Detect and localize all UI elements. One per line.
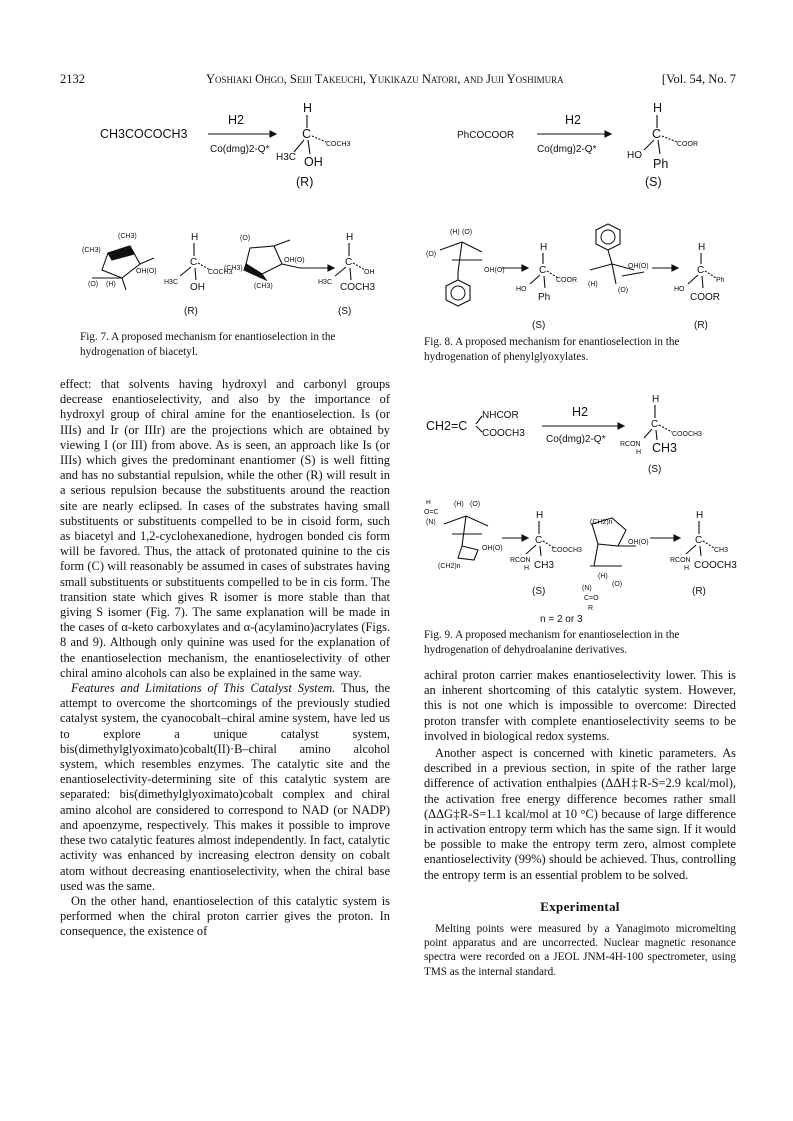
bond [644,140,654,150]
reagent-above: H2 [565,113,581,127]
n-note: n = 2 or 3 [540,614,583,625]
ts-label: OH(O) [136,268,157,275]
fig8-transition-state-1 [426,229,528,306]
ts-label: (O) [618,287,629,294]
svg-text:C: C [345,257,353,268]
product-right: COCH3 [208,269,233,276]
product-top: H [191,232,199,243]
config-label: (S) [532,320,546,331]
ts-label: (CH3) [82,247,101,254]
ts-label: OH(O) [628,539,649,546]
fig7-product-2 [318,232,375,317]
fig8-transition-state-2 [588,224,678,294]
product-right: COCH3 [326,141,351,148]
product-right: OH [364,269,375,276]
svg-text:C: C [652,127,662,141]
product-left-h: H [636,449,642,456]
ts-label: (CH3) [118,233,137,240]
bond [308,140,310,154]
product-right: COOR [677,141,698,148]
fig9-product-2 [670,510,737,597]
fig9-caption: Fig. 9. A proposed mechanism for enantioselection in the hydrogenation of dehydroalanine derivatives. [424,629,680,656]
substrate-top: NHCOR [482,410,519,421]
ts-label: (H) [450,229,460,236]
phenyl-ring [596,224,620,250]
paragraph: Melting points were measured by a Yanagimoto micromelting point apparatus and are uncorrected. Nuclear magnetic resonance spectra were recorded on a JEOL JNM-4H-100 spectrometer, using TMS as the internal standard. [424,923,736,978]
bond [658,140,660,154]
product-left: H3C [276,152,297,163]
product-bottom: Ph [653,157,669,171]
ts-label: R [426,500,432,506]
substrate-label: PhCOCOOR [457,130,515,141]
product-left: HO [516,286,527,293]
product-left: RCON [620,441,641,448]
product-bottom: CH3 [652,441,678,455]
product-top: H [698,242,706,253]
fig9-product-1 [510,510,582,597]
product-left: H3C [164,279,179,286]
config-label: (R) [694,320,708,331]
paragraph: Features and Limitations of This Catalyst System. Thus, the attempt to overcome the shortcomings of the previously studied catalyst system, the cyanocobalt–chiral amine system, have led us to explore a unique catalyst system, bis(dimethylglyoximato)cobalt(II)·B–chiral amino alcohol system, which resembles enzymes. The catalytic site and the enantioselectivity-determining site of this catalytic system are separated: bis(dimethylglyoximato)cobalt complex and chiral amino alcohol are considered to correspond to NAD (or NADP) and apoenzyme, respectively. This makes it possible to improve these two catalytic features almost independently. In fact, catalytic activity was enhanced by increasing electron density on cobalt atom without decreasing enantioselectivity, when the chiral base used was the same. [60,681,391,893]
ts-label: OH(O) [482,545,503,552]
substrate-bottom: COOCH3 [482,428,525,439]
svg-text:C: C [302,127,312,141]
hashed-bond [312,136,326,142]
ts-label: (CH2)n [590,519,613,526]
paragraph: achiral proton carrier makes enantioselectivity lower. This is an inherent shortcoming of this catalytic system. However, this is not one which is impossible to overcome: Directed proton transfer with complete enantioselectivity seems to be involved in biological redox systems. [424,668,736,743]
fig9-transition-state-2 [582,518,680,612]
ts-label: (O) [88,281,99,288]
author-list: Yoshiaki Ohgo, Seiji Takeuchi, Yukikazu Natori, and Juji Yoshimura [206,72,564,86]
right-column [424,668,736,979]
product-right: Ph [716,277,725,284]
config-label: (S) [532,586,546,597]
ts-label: (CH3) [224,265,243,272]
ts-label: (O) [426,251,437,258]
product-bottom: CH3 [534,560,555,571]
running-head [60,72,736,92]
product-bottom: Ph [538,292,551,303]
fig7-scheme [78,228,398,323]
ts-label: (H) [588,281,598,288]
ts-label: (CH2)n [438,563,461,570]
ts-label: OH(O) [628,263,649,270]
svg-text:C: C [697,265,705,276]
config-label: (R) [296,175,314,189]
scheme-biacetyl [90,98,380,193]
product-bottom: COCH3 [340,282,376,293]
product-top: H [696,510,704,521]
paragraph: effect: that solvents having hydroxyl and carbonyl groups decrease enantioselectivity, and also by the importance of hydroxyl group of chiral amine for the enantioselection. Is (or IIIs) and Ir (or IIIr) are the projections which are obtained by viewing I (or III) from above. As is seen, an approach like Is (or IIIs) which gives the predominant enantiomer (S) is well fitting and has no substantial repulsion, while the other (R) will result in a serious repulsion because the substituents around the reaction site are nearly eclipsed. In cases of the substrates having small substituents or substituents compelled to be in cisoid form, such as biacetyl and 1,2-cyclohexanedione, hydrogen bonded cis form will be favored. Thus, the attack of protonated quinine to the cis form (C) will reasonably be assumed in cases of substrates having small substituents or substituents compelled to be in cis form. The transition state which gives R isomer is more stable than that giving S isomer (Fig. 7). The same explanation will be made in the cases of α-keto carboxylates and α-(acylamino)acrylates (Figs. 8 and 9). Although only quinine was used for the explanation of the enantioselection mechanism, the enantioselectivity of other chiral amino alcohols can also be explained in the same way. [60,377,390,680]
svg-text:C: C [535,535,543,546]
ts-label: (O) [462,229,473,236]
ts-label: (O) [470,501,481,508]
product-left: HO [627,150,642,161]
scheme-phenylglyoxylate [455,98,745,193]
reagent-below: Co(dmg)2-Q* [210,144,270,155]
product-right: COOCH3 [672,431,702,438]
reagent-below: Co(dmg)2-Q* [546,434,606,445]
arrow-head [605,131,611,137]
fig9-reaction [422,388,742,478]
product-top: H [536,510,544,521]
ts-label: (CH3) [254,283,273,290]
volume-label: [Vol. 54, No. 7 [661,72,736,86]
paragraph: Another aspect is concerned with kinetic parameters. As described in a previous section, in spite of the rather large difference of activation enthalpies (ΔΔH‡R-S=2.9 kcal/mol), the activation free energy difference becomes rather small (ΔΔG‡R-S=1.1 kcal/mol at 10 °C) because of large difference in activation entropy term which has the same sign. If it would be possible to make the entropy term zero, almost complete enantioselectivity (99%) should be achieved. Thus, controlling the entropy term is an essential problem to be solved. [424,746,736,882]
ts-label: (O) [240,235,251,242]
ts-label: (N) [582,585,592,592]
hashed-bond [662,136,677,142]
product-left: RCON [510,557,531,564]
fig7-caption: Fig. 7. A proposed mechanism for enantioselection in the hydrogenation of biacetyl. [80,331,336,358]
ts-label: (H) [454,501,464,508]
substrate-label: CH3COCOCH3 [100,127,188,141]
arrow-head [270,131,276,137]
product-bottom: OH [304,155,323,169]
product-top: H [540,242,548,253]
svg-text:C: C [695,535,703,546]
config-label: (S) [645,175,662,189]
left-column [60,377,390,940]
ts-label: O=C [424,509,439,516]
ts-label: (N) [426,519,436,526]
reagent-below: Co(dmg)2-Q* [537,144,597,155]
product-bottom: COOR [690,292,720,303]
product-right: COOR [556,277,577,284]
product-top: H [653,101,663,115]
product-left-h: H [524,565,530,572]
ts-label: R [588,605,594,612]
svg-text:C: C [190,257,198,268]
ts-label: OH(O) [284,257,305,264]
product-left: H3C [318,279,333,286]
config-label: (R) [184,306,198,317]
ts-label: C=O [584,595,599,602]
svg-text:C: C [651,419,659,430]
product-right: CH3 [714,547,729,554]
fig7-transition-state-1 [82,233,157,290]
svg-text:C: C [539,265,547,276]
product-top: H [303,101,313,115]
product-bottom: OH [190,282,205,293]
page-number: 2132 [60,72,85,86]
bond [294,140,304,152]
reagent-above: H2 [572,405,588,419]
fig8-product-1 [516,242,577,331]
fig7-product-1 [164,232,233,317]
ts-label: (H) [106,281,116,288]
fig8-scheme [422,220,742,335]
config-label: (R) [692,586,706,597]
section-heading: Experimental [540,898,620,914]
product-left: RCON [670,557,691,564]
config-label: (S) [648,464,662,475]
phenyl-ring [446,280,470,306]
product-left-h: H [684,565,690,572]
substrate-left: CH2=C [426,419,468,433]
config-label: (S) [338,306,352,317]
fig8-caption: Fig. 8. A proposed mechanism for enantioselection in the hydrogenation of phenylglyoxylates. [424,336,680,363]
paragraph: On the other hand, enantioselection of this catalytic system is performed when the chiral proton carrier gives the proton. In consequence, the existence of [60,893,390,939]
section-run-in-head: Features and Limitations of This Catalyst System. [71,681,336,696]
product-top: H [346,232,354,243]
fig8-product-2 [674,242,725,331]
ts-label: (H) [598,573,608,580]
product-top: H [652,394,660,405]
fig9-mechanism [422,500,742,625]
reagent-above: H2 [228,113,244,127]
ts-label: (O) [612,581,623,588]
product-bottom: COOCH3 [694,560,737,571]
product-left: HO [674,286,685,293]
ts-label: OH(O) [484,267,505,274]
product-right: COOCH3 [552,547,582,554]
